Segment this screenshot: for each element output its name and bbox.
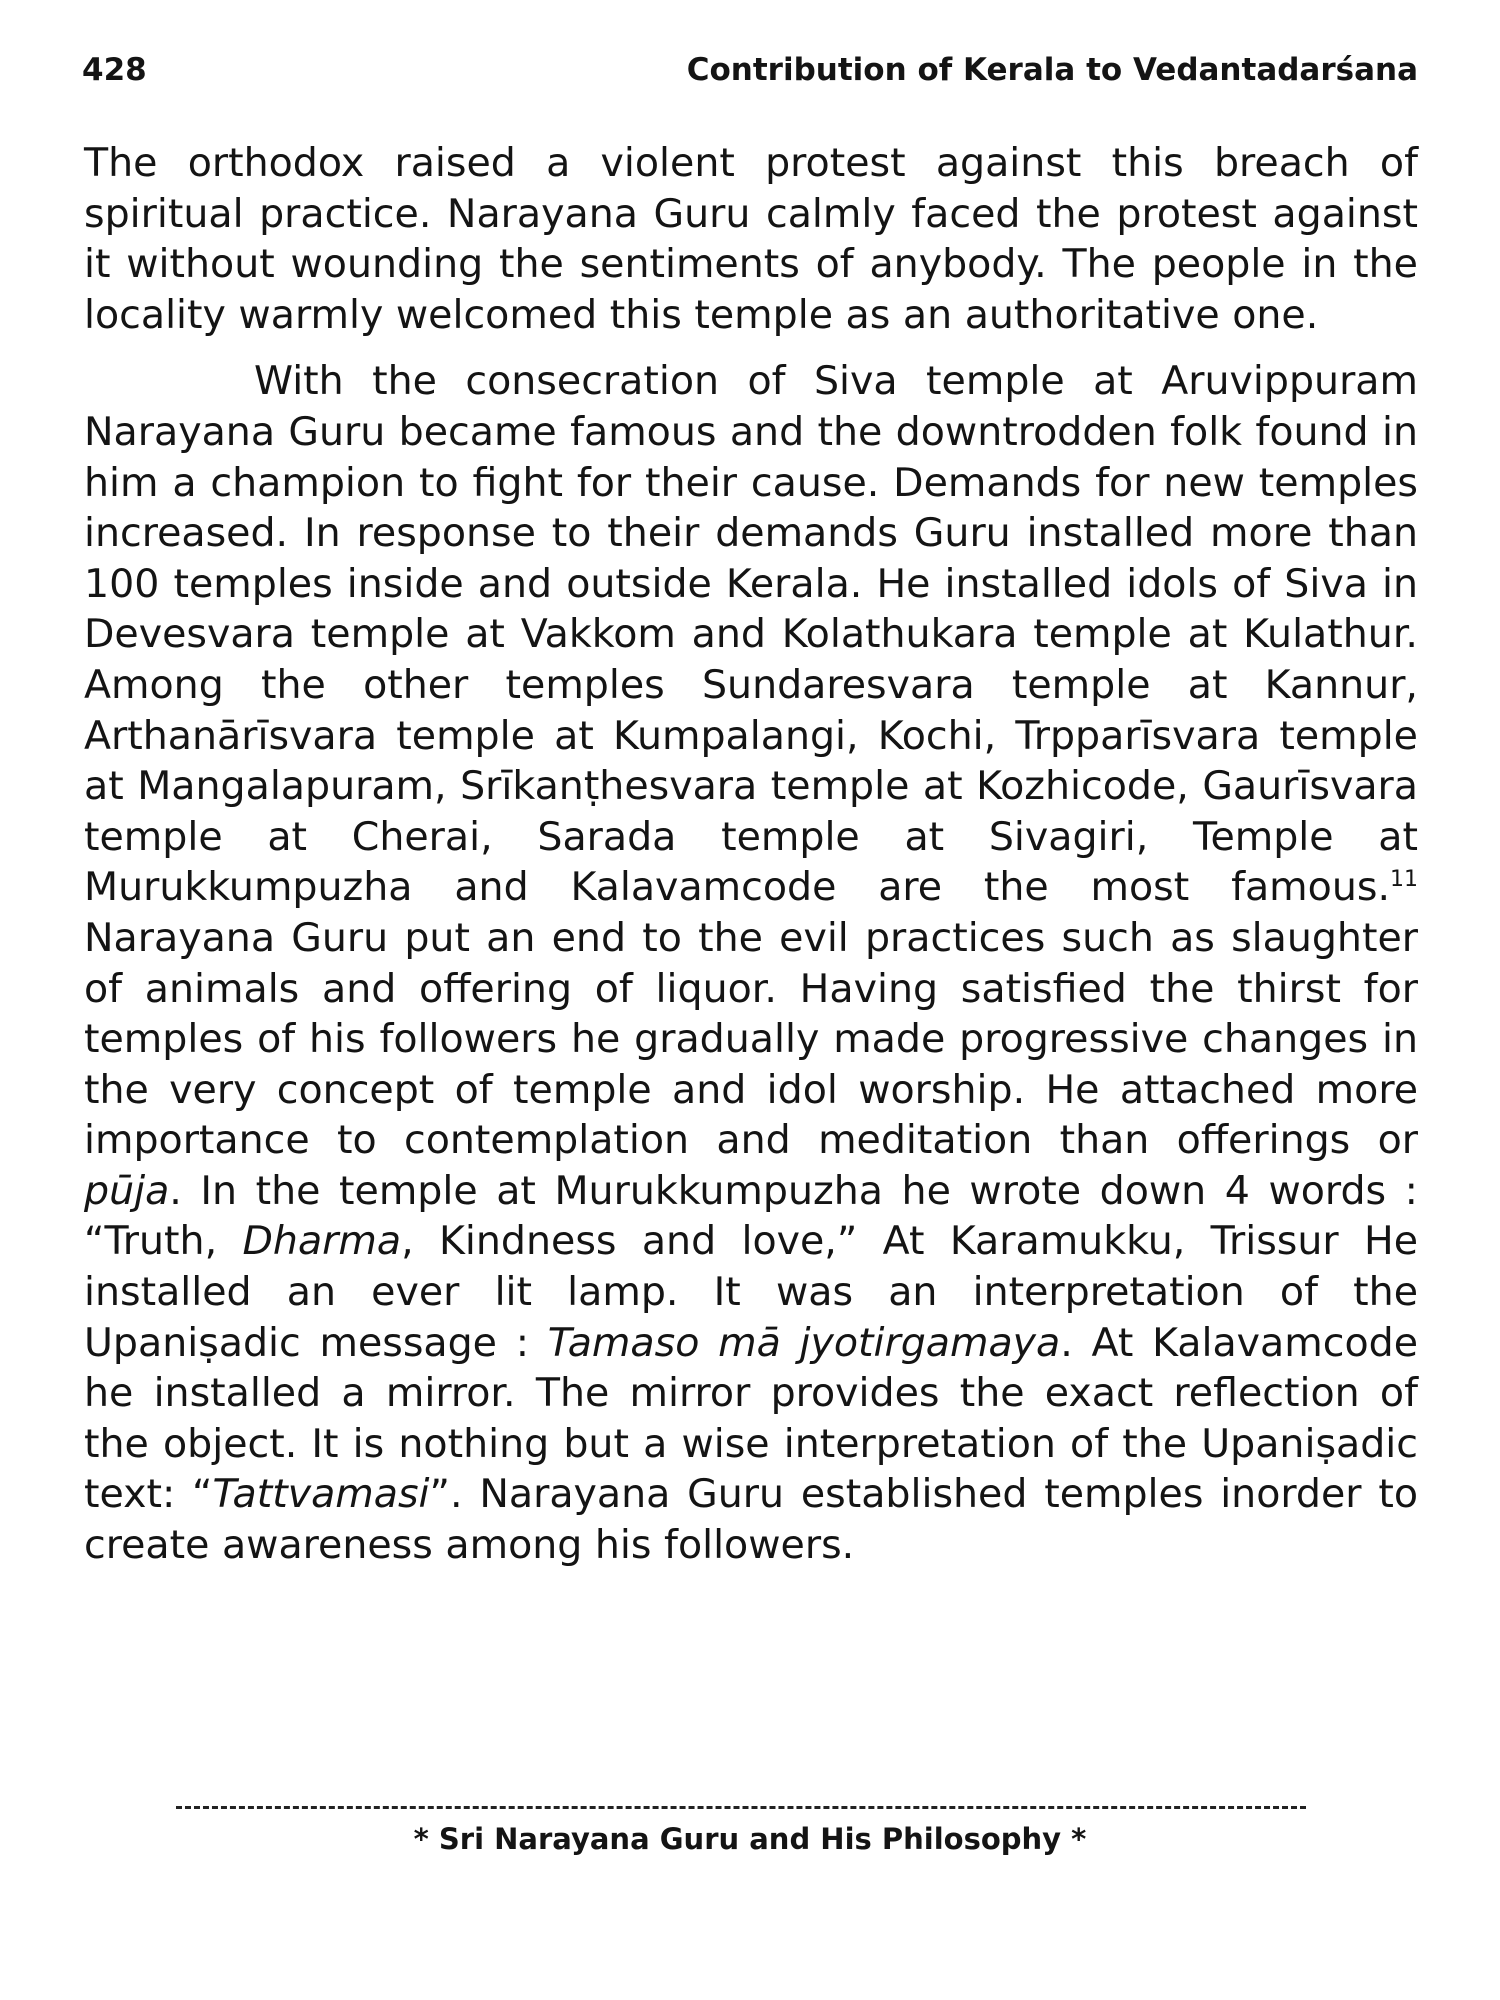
paragraph-2-text-1: With the consecration of Siva temple at Aruvippuram Narayana Guru became famous and the downtrodden folk found in him a champion to fight for their cause. Demands for new temples increased. In response to their demands Guru installed more than 100 temples inside and outside Kerala. He installed idols of Siva in Devesvara temple at Vakkom and Kolathukara temple at Kulathur. Among the other temples Sundaresvara temple at Kannur, Arthanārīsvara temple at Kumpalangi, Kochi, Trpparīsvara temple at Mangalapuram, Srīkanṭhesvara temple at Kozhicode, Gaurīsvara temple at Cherai, Sarada temple at Sivagiri, Temple at Murukkumpuzha and Kalavamcode are the most famous. bbox=[84, 358, 1418, 911]
paragraph-2-text-2: Narayana Guru put an end to the evil practices such as slaughter of animals and offering of liquor. Having satisfied the thirst for temples of his followers he gradually made progressive changes in the very concept of temple and idol worship. He attached more importance to contemplation and meditation than offerings or bbox=[84, 914, 1418, 1164]
footnote-reference: 11 bbox=[1390, 867, 1418, 893]
running-title: Contribution of Kerala to Vedantadarśana bbox=[686, 52, 1418, 88]
paragraph-2-text-3: . In the temple at Murukkumpuzha he wrote down 4 words : “Truth, bbox=[84, 1167, 1418, 1265]
paragraph-1: The orthodox raised a violent protest against this breach of spiritual practice. Narayana Guru calmly faced the protest against it without wounding the sentiments of anybody. The people in the locality warmly welcomed this temple as an authoritative one. bbox=[84, 140, 1418, 338]
footer-divider bbox=[176, 1806, 1306, 1809]
paragraph-2 bbox=[84, 356, 1418, 1570]
italic-term-puja: pūja bbox=[84, 1167, 170, 1214]
italic-term-dharma: Dharma bbox=[242, 1218, 402, 1265]
italic-term-tattvamasi: Tattvamasi bbox=[212, 1471, 430, 1518]
paragraph-2-text-5: . At Kalavamcode he installed a mirror. The mirror provides the exact reflection of the object. It is nothing but a wise interpretation of the Upaniṣadic text: “ bbox=[84, 1319, 1418, 1518]
paragraph-2-text-6: ”. Narayana Guru established temples inorder to create awareness among his followers. bbox=[84, 1471, 1418, 1569]
page-number: 428 bbox=[82, 52, 147, 88]
body-text bbox=[84, 138, 1418, 1571]
page-header bbox=[82, 52, 1418, 102]
italic-term-tamaso: Tamaso mā jyotirgamaya bbox=[547, 1319, 1061, 1366]
paragraph-gap bbox=[84, 340, 1418, 356]
page-footer: * Sri Narayana Guru and His Philosophy * bbox=[413, 1822, 1087, 1856]
paragraph-2-text-4: , Kindness and love,” At Karamukku, Trissur He installed an ever lit lamp. It was an interpretation of the Upaniṣadic message : bbox=[84, 1218, 1418, 1366]
